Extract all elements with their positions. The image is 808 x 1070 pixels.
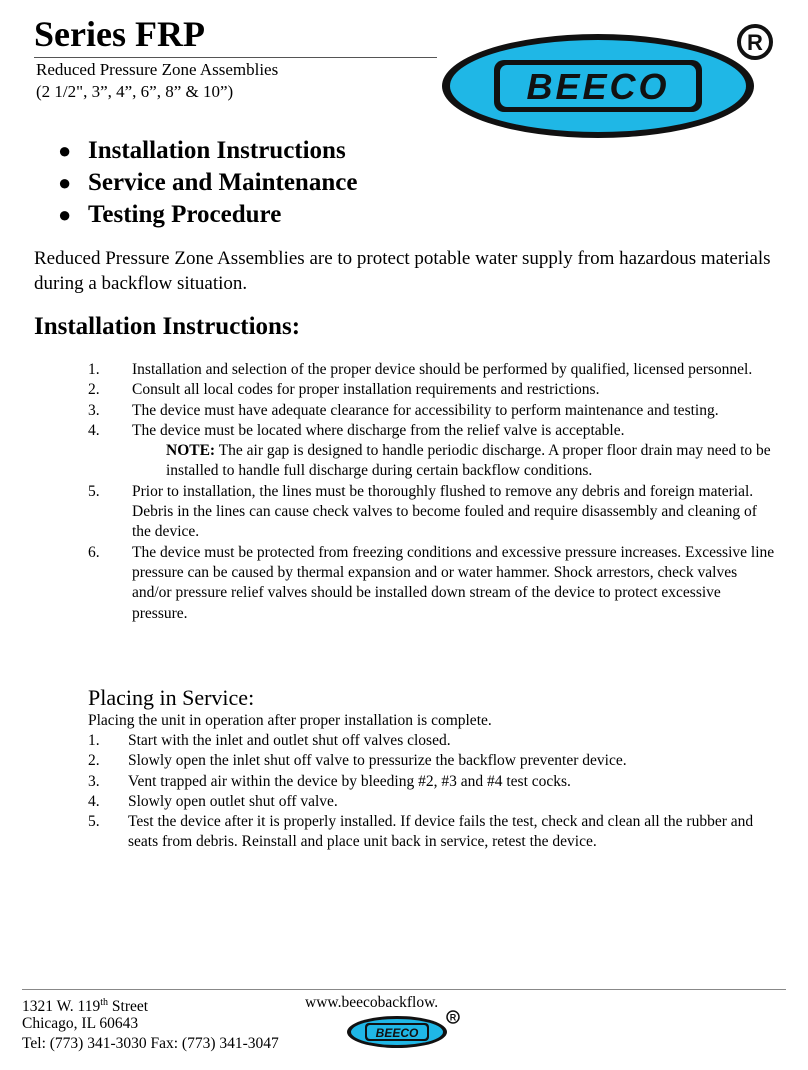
footer-website-link[interactable]: www.beecobackflow.: [305, 994, 439, 1011]
list-item: 1. Start with the inlet and outlet shut off valves closed.: [88, 732, 451, 749]
bullet-icon: ●: [58, 170, 72, 195]
footer-logo-wordmark: BEECO: [375, 1026, 419, 1040]
footer-divider: [22, 989, 786, 990]
list-item: 5. Prior to installation, the lines must be thoroughly flushed to remove any debris and foreign material. Debris in the lines can cause check valves to become fouled and require disassembly and cleaning of the device.: [88, 482, 757, 541]
list-item: 2. Consult all local codes for proper installation requirements and restrictions.: [88, 381, 600, 399]
note: [132, 441, 778, 482]
note-text: The air gap is designed to handle periodic discharge. A proper floor drain may need to be installed to handle full discharge during certain backflow conditions.: [166, 442, 771, 480]
bullet-icon: ●: [58, 138, 72, 163]
list-item: 4. Slowly open outlet shut off valve.: [88, 792, 338, 810]
contents-bullets: [58, 135, 357, 231]
note-label: NOTE:: [166, 442, 216, 460]
beeco-logo: [440, 20, 780, 145]
list-item: 1. Installation and selection of the proper device should be performed by qualified, licensed personnel.: [88, 361, 753, 378]
subtitle-line-1: Reduced Pressure Zone Assemblies: [36, 60, 279, 79]
logo-wordmark: BEECO: [526, 66, 670, 107]
service-intro: Placing the unit in operation after proper installation is complete.: [88, 712, 492, 729]
list-item: 5. Test the device after it is properly installed. If device fails the test, check and clean all the rubber and seats from debris. Reinstall and place unit back in service, retest the device.: [88, 813, 754, 851]
subtitle-line-2: (2 1/2", 3”, 4”, 6”, 8” & 10”): [36, 82, 234, 101]
page-title: Series FRP: [34, 14, 205, 54]
bullet-item: ● Testing Procedure: [58, 199, 357, 231]
footer-phone: Tel: (773) 341-3030 Fax: (773) 341-3047: [22, 1035, 279, 1052]
list-item: 3. The device must have adequate clearance for accessibility to perform maintenance and testing.: [88, 401, 719, 419]
footer-address: 1321 W. 119th Street: [22, 997, 149, 1016]
installation-heading: Installation Instructions:: [34, 313, 301, 340]
title-divider: [34, 57, 437, 58]
bullet-icon: ●: [58, 202, 72, 227]
footer-beeco-logo: [345, 1008, 465, 1055]
bullet-item: ● Installation Instructions: [58, 135, 357, 167]
list-item: 4. The device must be located where discharge from the relief valve is acceptable. NOTE: The air gap is designed to handle periodic discharge. A proper floor drain may need to be installed to handle full discharge during certain backflow conditions.: [88, 421, 778, 482]
footer-registered-mark: R: [449, 1012, 457, 1023]
footer-city: Chicago, IL 60643: [22, 1015, 139, 1032]
list-item: 3. Vent trapped air within the device by bleeding #2, #3 and #4 test cocks.: [88, 772, 571, 790]
list-item: 6. The device must be protected from freezing conditions and excessive pressure increases. Excessive line pressure can be caused by thermal expansion and or water hammer. Shock arrestors, check valves and/or pressure relief valves should be installed down stream of the device to protect excessive pressure.: [88, 543, 775, 622]
installation-steps: [88, 360, 778, 624]
service-steps: [88, 731, 778, 853]
service-heading: Placing in Service:: [88, 685, 255, 710]
registered-mark: R: [747, 30, 763, 55]
bullet-item: ● Service and Maintenance: [58, 167, 357, 199]
list-item: 2. Slowly open the inlet shut off valve to pressurize the backflow preventer device.: [88, 752, 627, 770]
intro-paragraph: Reduced Pressure Zone Assemblies are to protect potable water supply from hazardous materials during a backflow situation.: [34, 248, 771, 294]
